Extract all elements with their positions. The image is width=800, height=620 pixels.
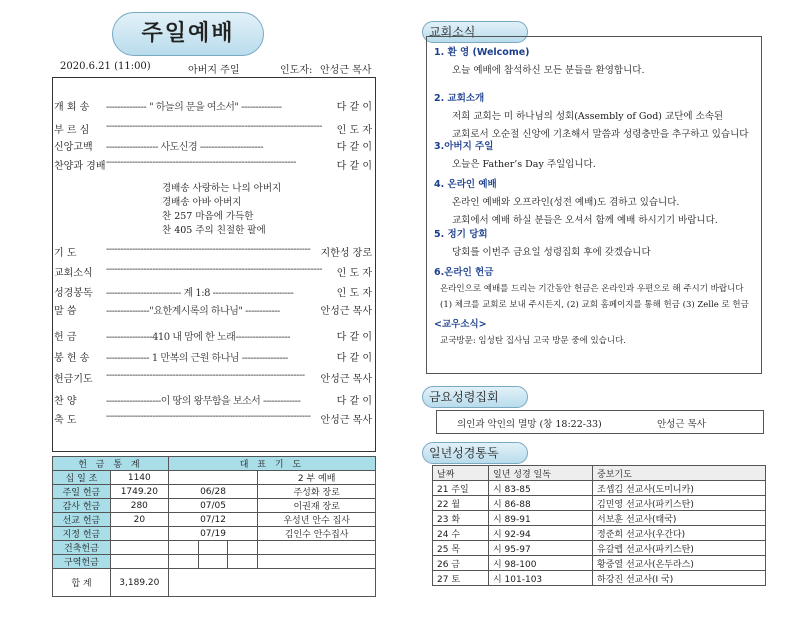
order-person: 다 같 이: [335, 157, 372, 172]
reading-cell: 시 86-88: [489, 496, 593, 511]
reading-cell: 유갈렙 선교사(파키스탄): [593, 541, 766, 556]
reading-cell: 시 95-97: [489, 541, 593, 556]
news-title: 교회소식: [422, 21, 528, 43]
news-line: 오늘은 Father’s Day 주일입니다.: [452, 159, 596, 170]
order-person: 안성근 목사: [319, 302, 372, 317]
news-line: 오늘 예배에 참석하신 모든 분들을 환영합니다.: [452, 65, 645, 76]
empty-cell: [228, 541, 258, 555]
order-leader: --------------- 1 만복의 근원 하나님 ----------------: [106, 353, 288, 364]
order-leader: ---------------------------------------------------------------------------: [106, 264, 322, 275]
hymn-item: 경배송 사랑하는 나의 아버지: [162, 183, 282, 194]
service-theme: 아버지 주일: [188, 65, 240, 76]
order-label: 신앙고백: [54, 142, 93, 153]
reading-header: 중보기도: [593, 466, 766, 481]
reading-table: [432, 465, 766, 586]
prayer-date: 06/28: [168, 485, 258, 499]
reading-cell: 하강진 선교사(I 국): [593, 571, 766, 586]
prayer-date: 07/19: [168, 527, 258, 541]
reading-cell: 김민영 선교사(파키스탄): [593, 496, 766, 511]
reading-title: 일년성경통독: [422, 442, 528, 464]
order-row: [54, 328, 372, 342]
page-title: 주일예배: [112, 12, 264, 56]
order-label: 개 회 송: [54, 102, 90, 113]
offering-value: [110, 555, 168, 569]
order-person: 다 같 이: [335, 138, 372, 153]
order-row: [54, 244, 372, 258]
order-row: [54, 370, 372, 384]
reading-cell: 시 101-103: [489, 571, 593, 586]
prayer-name: 김인수 안수집사: [258, 527, 376, 541]
reading-header: 날짜: [433, 466, 489, 481]
order-row: [54, 121, 372, 135]
order-person: 안성근 목사: [319, 411, 372, 426]
news-heading: 2. 교회소개: [434, 93, 485, 104]
offering-label: 구역헌금: [53, 555, 111, 569]
news-item: [434, 176, 718, 226]
offering-value: [110, 527, 168, 541]
news-heading: 3.아버지 주일: [434, 141, 494, 152]
order-leader: ---------------------------------------------------------------------------: [106, 121, 322, 132]
order-row: [54, 392, 372, 406]
prayer-name: 이권재 장로: [258, 499, 376, 513]
reading-cell: 시 89-91: [489, 511, 593, 526]
empty-cell: [168, 541, 198, 555]
friday-topic: 의인과 악인의 멸망 (창 18:22-33): [457, 419, 602, 430]
order-row: [54, 302, 372, 316]
order-row: [54, 138, 372, 152]
order-person: 인 도 자: [335, 264, 372, 279]
reading-cell: 27 토: [433, 571, 489, 586]
news-heading: 6.온라인 헌금: [434, 267, 494, 278]
total-label: 합 계: [53, 569, 111, 597]
order-person: 인 도 자: [335, 121, 372, 136]
news-item: [434, 316, 626, 346]
order-leader: ------------------------------------------------------------------: [106, 157, 297, 168]
prayer-name: 우성년 안수 집사: [258, 513, 376, 527]
reading-cell: 시 92-94: [489, 526, 593, 541]
offering-label: 지정 헌금: [53, 527, 111, 541]
order-label: 말 씀: [54, 306, 77, 317]
service-date: 2020.6.21 (11:00): [60, 61, 151, 72]
order-row: [54, 349, 372, 363]
empty-cell: [168, 569, 375, 597]
offering-value: 20: [110, 513, 168, 527]
order-row: [54, 411, 372, 425]
hymn-item: 경배송 아바 아버지: [162, 197, 242, 208]
news-item: [434, 226, 651, 258]
reading-cell: 25 목: [433, 541, 489, 556]
reading-cell: 23 화: [433, 511, 489, 526]
order-label: 축 도: [54, 415, 77, 426]
prayer-date: [168, 471, 258, 485]
reading-cell: 22 월: [433, 496, 489, 511]
order-label: 헌금기도: [54, 374, 93, 385]
order-leader: ---------------"요한계시록의 하나님" ------------: [106, 306, 280, 317]
order-person: 다 같 이: [335, 98, 372, 113]
news-line: 교회에서 예배 하실 분들은 오셔서 함께 예배 하시기기 바랍니다.: [452, 215, 718, 226]
offering-table: [52, 456, 376, 597]
offering-value: 1140: [110, 471, 168, 485]
order-label: 성경봉독: [54, 288, 93, 299]
offering-value: 1749.20: [110, 485, 168, 499]
offering-value: 280: [110, 499, 168, 513]
reading-cell: 21 주일: [433, 481, 489, 496]
news-item: [434, 138, 596, 170]
reading-cell: 서보훈 선교사(태국): [593, 511, 766, 526]
news-item: [434, 90, 748, 140]
news-heading: 5. 정기 당회: [434, 229, 488, 240]
order-leader: -----------------------------------------------------------------------: [106, 244, 311, 255]
order-label: 찬 양: [54, 396, 77, 407]
order-leader: ---------------------------------------------------------------------: [106, 370, 305, 381]
empty-cell: [168, 555, 198, 569]
order-row: [54, 264, 372, 278]
offering-label: 건축헌금: [53, 541, 111, 555]
news-line: (1) 체크를 교회로 보내 주시든지, (2) 교회 홈페이지를 통해 헌금 (3) Zelle 로 헌금: [440, 300, 749, 310]
total-value: 3,189.20: [110, 569, 168, 597]
friday-speaker: 안성근 목사: [657, 419, 706, 430]
order-person: 안성근 목사: [319, 370, 372, 385]
order-row: [54, 98, 372, 112]
order-person: 다 같 이: [335, 392, 372, 407]
offering-value: [110, 541, 168, 555]
order-person: 인 도 자: [335, 284, 372, 299]
news-heading: 1. 환 영 (Welcome): [434, 47, 530, 58]
reading-cell: 황중열 선교사(온두라스): [593, 556, 766, 571]
reading-cell: 24 수: [433, 526, 489, 541]
order-leader: -------------------이 땅의 왕무함을 보소서 -------------: [106, 396, 301, 407]
offering-label: 십 일 조: [53, 471, 111, 485]
empty-cell: [258, 555, 376, 569]
offering-label: 선교 헌금: [53, 513, 111, 527]
empty-cell: [258, 541, 376, 555]
order-person: 다 같 이: [335, 328, 372, 343]
prayer-name: 주성화 장로: [258, 485, 376, 499]
prayer-name: 2 부 예배: [258, 471, 376, 485]
news-line: 교국방문: 임성탄 집사님 고국 방문 중에 있습니다.: [440, 336, 626, 346]
reading-cell: 26 금: [433, 556, 489, 571]
prayer-date: 07/05: [168, 499, 258, 513]
prayer-header: 대 표 기 도: [168, 457, 375, 471]
leader-name: 안성근 목사: [320, 65, 372, 76]
order-leader: -------------- " 하늘의 문을 여소서" --------------: [106, 102, 282, 113]
empty-cell: [198, 555, 228, 569]
friday-box: [436, 410, 764, 434]
order-leader: -----------------------------------------------------------------------: [106, 411, 311, 422]
order-leader: ----------------410 내 맘에 한 노래-------------------: [106, 332, 291, 343]
news-heading: <교우소식>: [434, 319, 487, 330]
news-heading: 4. 온라인 예배: [434, 179, 497, 190]
reading-header: 일년 성경 일독: [489, 466, 593, 481]
order-leader: ------------------ 사도신경 ----------------------: [106, 142, 264, 153]
order-label: 헌 금: [54, 332, 77, 343]
friday-title: 금요성령집회: [422, 386, 528, 408]
order-label: 부 르 심: [54, 125, 90, 136]
news-line: 저희 교회는 미 하나님의 성회(Assembly of God) 교단에 소속된: [452, 111, 724, 122]
offering-label: 감사 헌금: [53, 499, 111, 513]
reading-cell: 시 83-85: [489, 481, 593, 496]
prayer-date: 07/12: [168, 513, 258, 527]
news-item: [434, 264, 749, 310]
reading-cell: 시 98-100: [489, 556, 593, 571]
order-label: 교회소식: [54, 268, 93, 279]
order-person: 다 같 이: [335, 349, 372, 364]
service-header: [60, 61, 372, 75]
leader-label: 인도자:: [280, 65, 313, 76]
order-row: [54, 157, 372, 171]
reading-cell: 정준희 선교사(우간다): [593, 526, 766, 541]
news-line: 온라인 예배와 오프라인(성전 예배)도 겸하고 있습니다.: [452, 197, 680, 208]
news-line: 온라인으로 예배를 드리는 기간동안 헌금은 온라인과 우편으로 해 주시기 바랍니다: [440, 284, 744, 294]
hymn-item: 찬 257 마음에 가득한: [162, 211, 254, 222]
hymn-item: 찬 405 주의 친절한 팔에: [162, 225, 266, 236]
order-person: 지한성 장로: [319, 244, 372, 259]
news-line: 교회로서 오순절 신앙에 기초해서 말씀과 성령충만을 추구하고 있습니다: [452, 129, 749, 140]
offering-header: 헌 금 통 계: [53, 457, 169, 471]
order-leader: -------------------------- 계 1:8 ----------------------------: [106, 288, 294, 299]
empty-cell: [228, 555, 258, 569]
news-item: [434, 44, 644, 76]
order-row: [54, 284, 372, 298]
empty-cell: [198, 541, 228, 555]
order-label: 봉 헌 송: [54, 353, 90, 364]
order-label: 기 도: [54, 248, 77, 259]
news-line: 당회를 이번주 금요일 성령집회 후에 갖겠습니다: [452, 247, 651, 258]
reading-cell: 조셉김 선교사(도미니카): [593, 481, 766, 496]
offering-label: 주일 헌금: [53, 485, 111, 499]
order-label: 찬양과 경배: [54, 161, 106, 172]
